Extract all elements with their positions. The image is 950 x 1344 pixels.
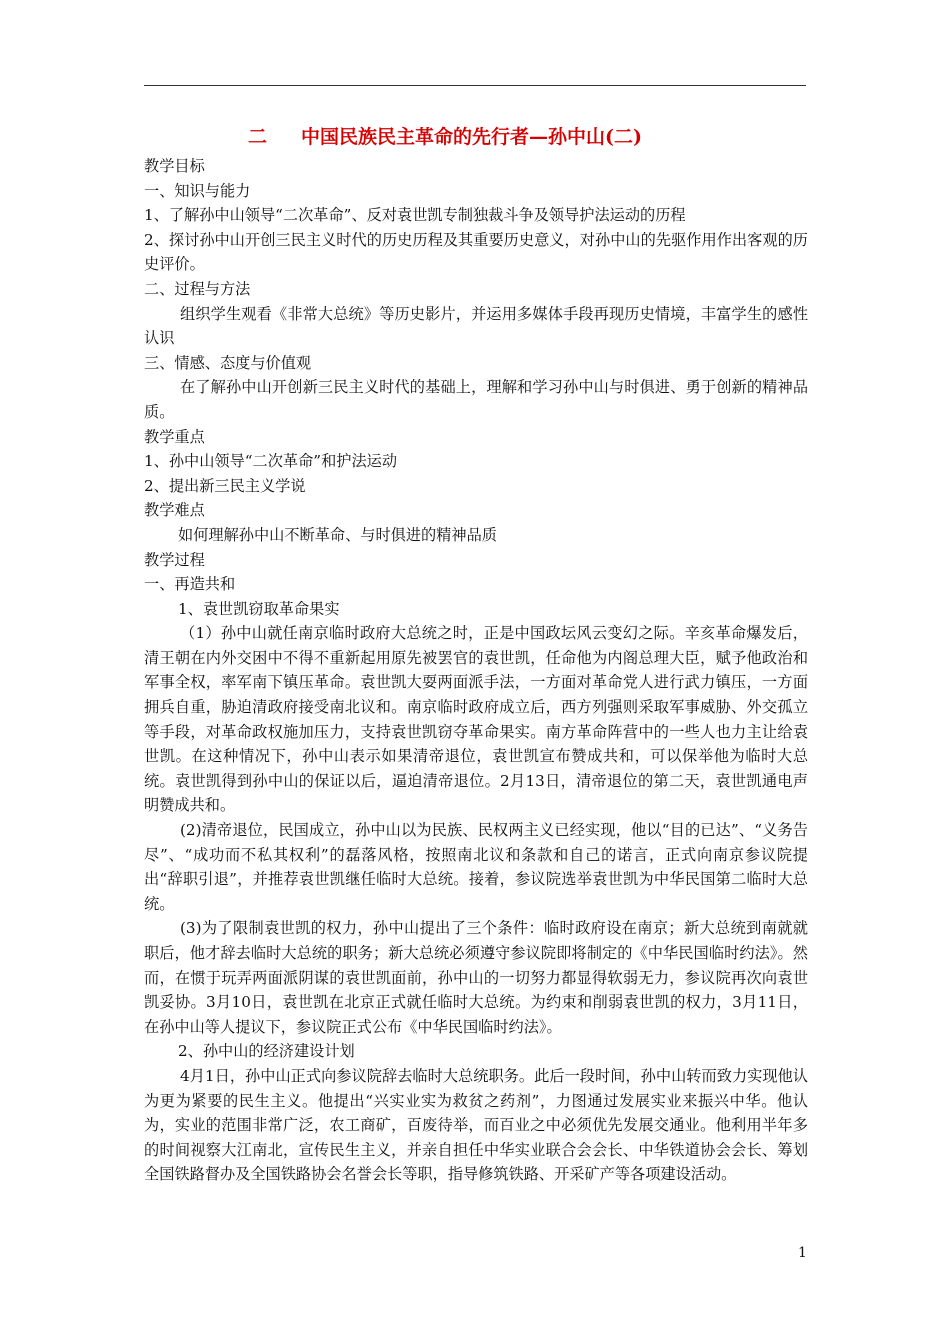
paragraph: 在了解孙中山开创新三民主义时代的基础上，理解和学习孙中山与时俱进、勇于创新的精神品质。 xyxy=(144,378,808,421)
text-line: 教学过程 xyxy=(144,550,205,569)
text-line: 1、孙中山领导“二次革命”和护法运动 xyxy=(144,452,398,471)
text-line: 2、提出新三民主义学说 xyxy=(144,476,306,495)
paragraph: (3)为了限制袁世凯的权力，孙中山提出了三个条件：临时政府设在南京；新大总统到南就就职后，他才辞去临时大总统的职务；新大总统必须遵守参议院即将制定的《中华民国临时约法》。然而，在惯于玩弄两面派阴谋的袁世凯面前，孙中山的一切努力都显得软弱无力，参议院再次向袁世凯妥协。3月10日，袁世凯在北京正式就任临时大总统。为约束和削弱袁世凯的权力，3月11日，在孙中山等人提议下，参议院正式公布《中华民国临时约法》。 xyxy=(144,919,808,1036)
paragraph: (2)清帝退位，民国成立，孙中山以为民族、民权两主义已经实现，他以“目的已达”、“义务告尽”、“成功而不私其权利”的磊落风格，按照南北议和条款和自己的诺言，正式向南京参议院提出“辞职引退”，并推荐袁世凯继任临时大总统。接着，参议院选举袁世凯为中华民国第二临时大总统。 xyxy=(144,821,808,913)
title-number: 二 xyxy=(248,126,268,148)
document-title xyxy=(144,124,808,150)
text-line: 三、情感、态度与价值观 xyxy=(144,353,312,372)
text-line: 一、再造共和 xyxy=(144,575,236,594)
paragraph: 组织学生观看《非常大总统》等历史影片，并运用多媒体手段再现历史情境，丰富学生的感性认识 xyxy=(144,304,808,348)
text-line: 1、袁世凯窃取革命果实 xyxy=(178,599,340,618)
title-text: 中国民族民主革命的先行者—孙中山(二) xyxy=(301,126,642,148)
text-line: 如何理解孙中山不断革命、与时俱进的精神品质 xyxy=(178,525,497,544)
text-line: 2、孙中山的经济建设计划 xyxy=(178,1042,355,1061)
paragraph: 4月1日，孙中山正式向参议院辞去临时大总统职务。此后一段时间，孙中山转而致力实现他认为更为紧要的民生主义。他提出“兴实业实为救贫之药剂”，力图通过发展实业来振兴中华。他认为，实业的范围非常广泛，农工商矿，百废待举，而百业之中必须优先发展交通业。他利用半年多的时间视察大江南北，宣传民生主义，并亲自担任中华实业联合会会长、中华铁道协会会长、筹划全国铁路督办及全国铁路协会名誉会长等职，指导修筑铁路、开采矿产等各项建设活动。 xyxy=(144,1066,808,1184)
text-line: 教学重点 xyxy=(144,427,205,446)
text-line: 教学目标 xyxy=(144,157,205,175)
text-line: 二、过程与方法 xyxy=(144,279,251,298)
document-body xyxy=(144,124,808,1187)
body-lines xyxy=(144,154,808,1187)
page-number: 1 xyxy=(798,1245,807,1261)
text-line: 教学难点 xyxy=(144,501,205,520)
header-rule xyxy=(144,85,806,86)
text-line: 1、了解孙中山领导“二次革命”、反对袁世凯专制独裁斗争及领导护法运动的历程 xyxy=(144,206,686,225)
text-line: 一、知识与能力 xyxy=(144,181,251,200)
paragraph: 2、探讨孙中山开创三民主义时代的历史历程及其重要历史意义，对孙中山的先驱作用作出客观的历史评价。 xyxy=(144,230,808,274)
paragraph: （1）孙中山就任南京临时政府大总统之时，正是中国政坛风云变幻之际。辛亥革命爆发后，清王朝在内外交困中不得不重新起用原先被罢官的袁世凯，任命他为内阁总理大臣，赋予他政治和军事全权，率军南下镇压革命。袁世凯大耍两面派手法，一方面对革命党人进行武力镇压，一方面拥兵自重，胁迫清政府接受南北议和。南京临时政府成立后，西方列强则采取军事威胁、外交孤立等手段，对革命政权施加压力，支持袁世凯窃夺革命果实。南方革命阵营中的一些人也力主让给袁世凯。在这种情况下，孙中山表示如果清帝退位，袁世凯宣布赞成共和，可以保举他为临时大总统。袁世凯得到孙中山的保证以后，逼迫清帝退位。2月13日，清帝退位的第二天，袁世凯通电声明赞成共和。 xyxy=(144,624,808,815)
